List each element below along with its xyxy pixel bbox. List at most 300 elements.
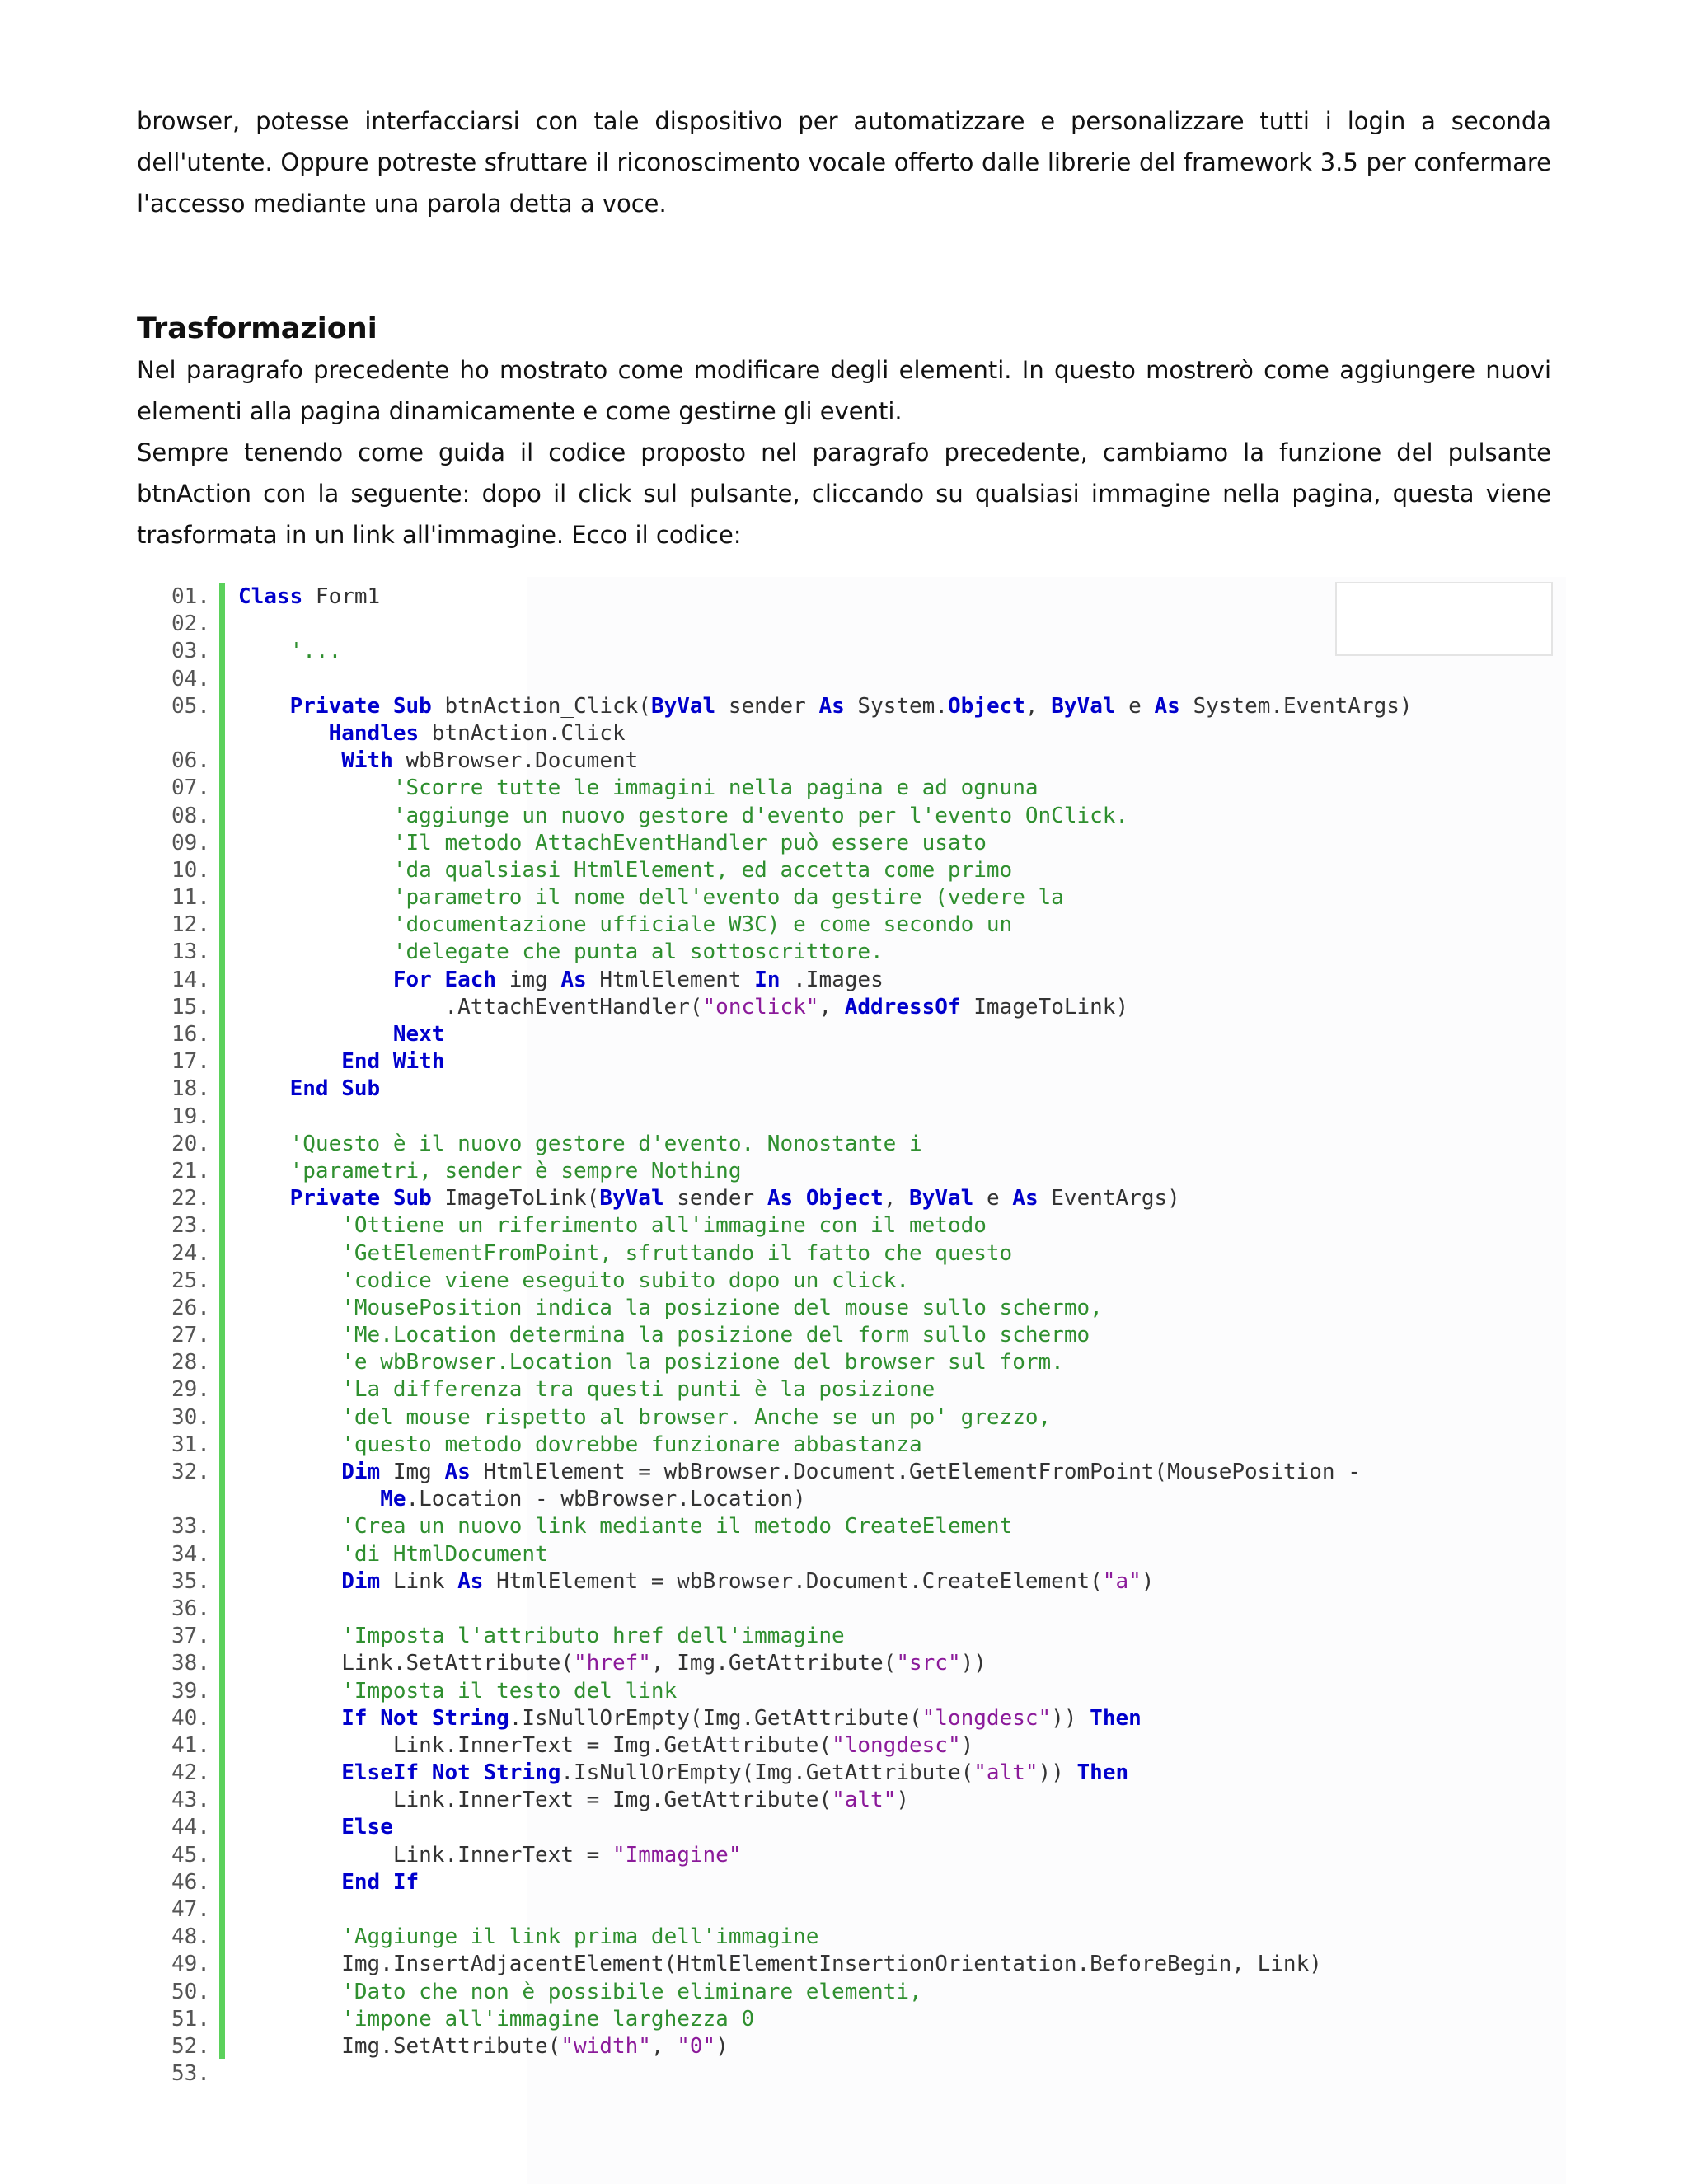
code-line (0, 1650, 1688, 1677)
line-number: 19. (171, 1104, 210, 1129)
line-number: 36. (171, 1596, 210, 1621)
code-token (238, 1870, 341, 1895)
code-text (238, 1212, 987, 1240)
code-token: ) (960, 1732, 974, 1758)
code-string: "alt" (832, 1788, 897, 1813)
code-token: .AttachEventHandler( (238, 994, 703, 1019)
line-number: 39. (171, 1678, 210, 1704)
code-string: "onclick" (702, 994, 819, 1019)
code-text (238, 803, 1128, 830)
code-token: , Img.GetAttribute( (650, 1651, 897, 1676)
code-line (0, 1268, 1688, 1295)
code-comment: 'parametri, sender è sempre Nothing (289, 1158, 742, 1183)
line-number: 10. (171, 857, 210, 883)
code-comment: 'Imposta l'attributo href dell'immagine (341, 1624, 845, 1649)
line-number: 25. (171, 1268, 210, 1293)
code-text (238, 748, 638, 775)
code-token (238, 1132, 290, 1156)
code-token (238, 776, 393, 800)
line-number: 26. (171, 1295, 210, 1320)
line-number: 03. (171, 639, 210, 664)
code-line (0, 1951, 1688, 1978)
line-number: 31. (171, 1432, 210, 1457)
code-string: "src" (896, 1651, 961, 1676)
code-comment: 'da qualsiasi HtmlElement, ed accetta come primo (392, 857, 1013, 883)
code-listing (0, 583, 1688, 2088)
code-token: Img.InsertAdjacentElement(HtmlElementInsertionOrientation.BeforeBegin, Link) (238, 1952, 1322, 1977)
code-text (238, 1322, 1090, 1349)
code-line (0, 830, 1688, 857)
code-token (238, 885, 393, 910)
code-token: Link.InnerText = Img.GetAttribute( (238, 1732, 832, 1758)
code-text (238, 939, 884, 966)
code-token (238, 1186, 290, 1211)
code-line (0, 1678, 1688, 1705)
line-number: 24. (171, 1240, 210, 1266)
code-text (238, 693, 1413, 720)
code-token (368, 1706, 381, 1731)
code-text (238, 1268, 909, 1295)
code-token: , (1025, 693, 1052, 719)
line-number: 42. (171, 1760, 210, 1786)
code-string: "width" (560, 2033, 651, 2059)
code-token: EventArgs) (1038, 1186, 1180, 1212)
code-line (0, 1568, 1688, 1596)
code-keyword: Object (805, 1186, 884, 1212)
code-line (0, 1513, 1688, 1540)
code-keyword: As (444, 1460, 471, 1484)
code-line (0, 1432, 1688, 1459)
code-keyword: As (1154, 693, 1180, 719)
code-token (238, 1760, 341, 1785)
code-keyword: As (1012, 1186, 1039, 1212)
code-token (238, 1323, 341, 1347)
code-token: , (818, 994, 845, 1019)
code-line (0, 1924, 1688, 1951)
line-number: 41. (171, 1732, 210, 1758)
line-number: 47. (171, 1897, 210, 1922)
code-token (238, 1076, 290, 1101)
code-text (238, 967, 884, 994)
code-token (238, 1296, 341, 1320)
code-comment: 'codice viene eseguito subito dopo un click. (341, 1268, 909, 1293)
code-token (238, 1487, 380, 1511)
code-comment: 'parametro il nome dell'evento da gestire (vedere la (392, 885, 1064, 911)
code-keyword: End (341, 1869, 381, 1895)
code-token: sender (715, 693, 819, 719)
code-token (238, 1542, 341, 1567)
code-text (238, 1842, 742, 1869)
code-text (238, 1678, 677, 1705)
code-text (238, 2006, 754, 2033)
code-keyword: Dim (341, 1460, 381, 1484)
code-line (0, 857, 1688, 884)
code-keyword: Sub (341, 1076, 381, 1102)
code-line (0, 1842, 1688, 1869)
code-text (238, 1048, 444, 1076)
code-keyword: ByVal (650, 693, 716, 719)
code-comment: 'Ottiene un riferimento all'immagine con il metodo (341, 1213, 987, 1239)
code-keyword: End (289, 1076, 329, 1102)
line-number: 18. (171, 1076, 210, 1102)
code-keyword: If (392, 1869, 420, 1895)
code-token (471, 1760, 484, 1785)
code-line (0, 2060, 1688, 2088)
line-number: 30. (171, 1404, 210, 1430)
code-keyword: Private (289, 1186, 381, 1212)
line-number: 49. (171, 1952, 210, 1977)
code-string: "longdesc" (921, 1705, 1052, 1731)
code-keyword: Dim (341, 1568, 381, 1594)
code-token: System. (844, 693, 948, 719)
code-token (238, 1213, 341, 1238)
code-token: Link.InnerText = (238, 1842, 612, 1868)
code-line (0, 693, 1688, 720)
code-string: "longdesc" (832, 1732, 961, 1758)
line-number: 23. (171, 1213, 210, 1239)
code-token: , (883, 1186, 910, 1212)
code-line (0, 666, 1688, 693)
line-number: 44. (171, 1815, 210, 1840)
code-keyword: End (341, 1049, 381, 1075)
code-token (419, 1706, 432, 1731)
line-number: 14. (171, 967, 210, 992)
code-line (0, 1732, 1688, 1760)
code-text (238, 912, 1012, 939)
code-text (238, 775, 1039, 802)
code-text (238, 1541, 548, 1568)
code-line (0, 912, 1688, 939)
line-number: 48. (171, 1924, 210, 1950)
code-token: Link.InnerText = Img.GetAttribute( (238, 1788, 832, 1813)
code-keyword: Each (444, 967, 497, 992)
code-comment: 'e wbBrowser.Location la posizione del browser sul form. (341, 1350, 1064, 1376)
code-line (0, 1596, 1688, 1623)
line-number: 16. (171, 1022, 210, 1047)
code-token: )) (1051, 1705, 1090, 1731)
code-text (238, 1076, 380, 1103)
code-token: ) (1141, 1568, 1155, 1594)
code-comment: 'Imposta il testo del link (341, 1678, 678, 1704)
paragraph-1: Nel paragrafo precedente ho mostrato come modificare degli elementi. In questo mostrerò come aggiungere nuovi elementi alla pagina dinamicamente e come gestirne gli eventi. (137, 356, 1551, 425)
line-number: 28. (171, 1350, 210, 1376)
code-comment: 'impone all'immagine larghezza 0 (341, 2006, 755, 2032)
line-number: 08. (171, 803, 210, 828)
code-token (329, 1076, 342, 1101)
code-keyword: Sub (392, 693, 432, 719)
code-comment: 'Dato che non è possibile eliminare elementi, (341, 1979, 922, 2004)
code-line (0, 1979, 1688, 2006)
code-token: e (973, 1186, 1013, 1212)
code-line (0, 2033, 1688, 2060)
code-line (0, 1760, 1688, 1787)
code-line (0, 1295, 1688, 1322)
code-token: ImageToLink) (960, 994, 1129, 1019)
code-line (0, 939, 1688, 966)
code-keyword: Handles (328, 720, 420, 746)
code-keyword: With (341, 748, 393, 774)
code-keyword: Then (1076, 1760, 1129, 1786)
code-line (0, 1623, 1688, 1650)
code-text (238, 1486, 806, 1513)
code-line (0, 1459, 1688, 1486)
code-line (0, 638, 1688, 665)
code-token: System.EventArgs) (1179, 693, 1413, 719)
code-text (238, 1705, 1142, 1732)
code-text (238, 638, 341, 665)
line-number: 46. (171, 1869, 210, 1895)
code-token: HtmlElement (586, 967, 755, 992)
code-line (0, 1376, 1688, 1404)
code-token (238, 1268, 341, 1293)
line-number: 37. (171, 1624, 210, 1649)
code-token (793, 1186, 806, 1211)
code-line (0, 1212, 1688, 1240)
code-line (0, 1158, 1688, 1185)
code-line (0, 1869, 1688, 1896)
code-text (238, 583, 380, 611)
line-number: 09. (171, 830, 210, 855)
line-number: 33. (171, 1514, 210, 1540)
code-token (238, 1432, 341, 1457)
line-number: 38. (171, 1651, 210, 1676)
code-string: "alt" (973, 1760, 1039, 1786)
code-text (238, 1376, 935, 1404)
line-number: 22. (171, 1186, 210, 1212)
code-text (238, 830, 987, 857)
code-comment: 'Questo è il nuovo gestore d'evento. Nonostante i (289, 1131, 922, 1156)
code-text (238, 1021, 444, 1048)
code-line (0, 1048, 1688, 1076)
code-token (380, 1186, 393, 1211)
code-keyword: In (754, 967, 781, 992)
line-number: 27. (171, 1323, 210, 1348)
line-number: 20. (171, 1131, 210, 1156)
code-keyword: AddressOf (844, 994, 961, 1019)
code-keyword: Else (341, 1815, 393, 1840)
code-keyword: Class (238, 584, 303, 609)
code-token (238, 1022, 393, 1047)
code-text (238, 1185, 1180, 1212)
line-number: 29. (171, 1377, 210, 1403)
code-line (0, 775, 1688, 802)
code-comment: 'documentazione ufficiale W3C) e come secondo un (392, 912, 1013, 938)
line-number: 50. (171, 1979, 210, 2004)
code-keyword: Sub (392, 1186, 432, 1212)
code-keyword: Private (289, 693, 381, 719)
code-text (238, 1513, 1012, 1540)
code-token (238, 1514, 341, 1539)
code-string: "Immagine" (612, 1842, 742, 1868)
code-line (0, 1104, 1688, 1131)
line-number: 51. (171, 2006, 210, 2032)
code-text (238, 994, 1128, 1021)
code-keyword: Next (392, 1022, 445, 1047)
code-comment: 'GetElementFromPoint, sfruttando il fatto che questo (341, 1240, 1013, 1266)
code-comment: 'aggiunge un nuovo gestore d'evento per l'evento OnClick. (392, 803, 1129, 828)
code-token: )) (960, 1651, 987, 1676)
code-token: Link.SetAttribute( (238, 1651, 574, 1676)
code-comment: 'questo metodo dovrebbe funzionare abbastanza (341, 1432, 922, 1457)
code-token: HtmlElement = wbBrowser.Document.GetElementFromPoint(MousePosition - (470, 1460, 1361, 1484)
line-number: 53. (171, 2061, 210, 2087)
code-keyword: As (457, 1568, 484, 1594)
code-token (238, 1405, 341, 1430)
code-text (238, 2033, 729, 2060)
line-number: 52. (171, 2033, 210, 2059)
line-number: 21. (171, 1158, 210, 1183)
code-text (238, 1979, 922, 2006)
line-number: 04. (171, 666, 210, 691)
line-number: 06. (171, 748, 210, 774)
code-token: btnAction.Click (419, 720, 626, 746)
code-comment: 'Crea un nuovo link mediante il metodo CreateElement (341, 1514, 1013, 1540)
code-token: .Location - wbBrowser.Location) (406, 1487, 806, 1512)
code-text (238, 884, 1064, 912)
code-line (0, 967, 1688, 994)
code-token (238, 858, 393, 883)
code-token (432, 968, 445, 992)
code-text (238, 1787, 909, 1814)
code-token: , (650, 2033, 678, 2059)
code-text (238, 1650, 987, 1677)
code-token: ) (896, 1788, 909, 1813)
code-token (238, 721, 329, 746)
line-number: 35. (171, 1568, 210, 1594)
paragraph-2: Sempre tenendo come guida il codice proposto nel paragrafo precedente, cambiamo la funzione del pulsante btnAction con la seguente: dopo il click sul pulsante, cliccando su qualsiasi immagine nella pagina, questa viene trasformata in un link all'immagine. Ecco il codice: (137, 438, 1551, 549)
code-token: Link (380, 1568, 458, 1594)
code-comment: 'MousePosition indica la posizione del mouse sullo schermo, (341, 1295, 1103, 1320)
code-token: ) (715, 2033, 729, 2059)
code-line (0, 1814, 1688, 1841)
code-line (0, 1404, 1688, 1432)
code-string: "href" (574, 1651, 651, 1676)
code-token (238, 1350, 341, 1375)
line-number: 13. (171, 940, 210, 965)
code-text (238, 1349, 1064, 1376)
code-token: ImageToLink( (431, 1186, 600, 1212)
line-number: 34. (171, 1541, 210, 1567)
line-number: 40. (171, 1705, 210, 1731)
code-comment: 'del mouse rispetto al browser. Anche se un po' grezzo, (341, 1404, 1052, 1430)
code-comment: '... (289, 639, 342, 664)
code-token (380, 694, 393, 719)
code-text (238, 720, 626, 748)
code-token (238, 1924, 341, 1949)
code-token (238, 1815, 341, 1840)
code-line (0, 1322, 1688, 1349)
code-text (238, 1951, 1322, 1978)
code-token: e (1115, 693, 1155, 719)
code-comment: 'Il metodo AttachEventHandler può essere usato (392, 830, 987, 855)
code-line (0, 2006, 1688, 2033)
code-token: .IsNullOrEmpty(Img.GetAttribute( (509, 1705, 922, 1731)
line-number: 01. (171, 584, 210, 609)
code-line (0, 1185, 1688, 1212)
code-string: "a" (1102, 1568, 1142, 1594)
code-token: sender (663, 1186, 767, 1212)
line-number: 43. (171, 1788, 210, 1813)
code-token (238, 1679, 341, 1704)
code-token (238, 1980, 341, 2004)
code-token (238, 1159, 290, 1183)
code-line (0, 1787, 1688, 1814)
code-line (0, 1131, 1688, 1158)
code-token: Form1 (302, 584, 381, 609)
line-number: 12. (171, 912, 210, 938)
code-keyword: As (818, 693, 845, 719)
line-number: 07. (171, 776, 210, 801)
code-token: Img (380, 1460, 445, 1484)
code-line (0, 1705, 1688, 1732)
code-text (238, 1404, 1051, 1432)
code-text (238, 1869, 419, 1896)
code-comment: 'Aggiunge il link prima dell'immagine (341, 1924, 819, 1950)
code-text (238, 1924, 818, 1951)
code-token (238, 968, 393, 992)
code-token (238, 1377, 341, 1402)
code-line (0, 583, 1688, 611)
code-keyword: ByVal (599, 1186, 664, 1212)
code-line (0, 748, 1688, 775)
code-string: "0" (677, 2033, 716, 2059)
code-keyword: String (431, 1705, 509, 1731)
code-token (238, 1241, 341, 1266)
code-comment: 'Me.Location determina la posizione del form sullo schermo (341, 1323, 1090, 1348)
code-line (0, 611, 1688, 638)
code-text (238, 1459, 1361, 1486)
code-keyword: Me (380, 1487, 406, 1512)
code-text (238, 1240, 1012, 1268)
code-token (238, 748, 341, 773)
code-token (380, 1049, 393, 1074)
code-line (0, 1021, 1688, 1048)
code-token (238, 1706, 341, 1731)
code-keyword: For (392, 967, 432, 992)
code-text (238, 1131, 922, 1158)
line-number: 32. (171, 1460, 210, 1484)
code-token (238, 639, 290, 663)
code-token (419, 1760, 432, 1785)
code-keyword: String (483, 1760, 561, 1786)
code-keyword: Then (1090, 1705, 1142, 1731)
code-line (0, 994, 1688, 1021)
code-token (238, 831, 393, 855)
code-keyword: Object (948, 693, 1025, 719)
code-token (380, 1870, 393, 1895)
code-text (238, 1760, 1128, 1787)
code-keyword: Not (380, 1705, 420, 1731)
code-text (238, 1814, 393, 1841)
code-line (0, 1349, 1688, 1376)
code-token: HtmlElement = wbBrowser.Document.CreateElement( (483, 1568, 1103, 1594)
code-line (0, 1076, 1688, 1103)
code-token: wbBrowser.Document (392, 748, 639, 774)
code-token (238, 912, 393, 937)
code-text (238, 857, 1012, 884)
line-number: 45. (171, 1842, 210, 1868)
code-keyword: Not (431, 1760, 471, 1786)
code-text (238, 1295, 1103, 1322)
code-keyword: ElseIf (341, 1760, 420, 1786)
code-comment: 'delegate che punta al sottoscrittore. (392, 940, 884, 965)
code-token (238, 1569, 341, 1594)
line-number: 05. (171, 693, 210, 719)
code-token: .IsNullOrEmpty(Img.GetAttribute( (560, 1760, 974, 1786)
code-keyword: As (767, 1186, 794, 1212)
code-text (238, 1568, 1154, 1596)
line-number: 11. (171, 885, 210, 911)
